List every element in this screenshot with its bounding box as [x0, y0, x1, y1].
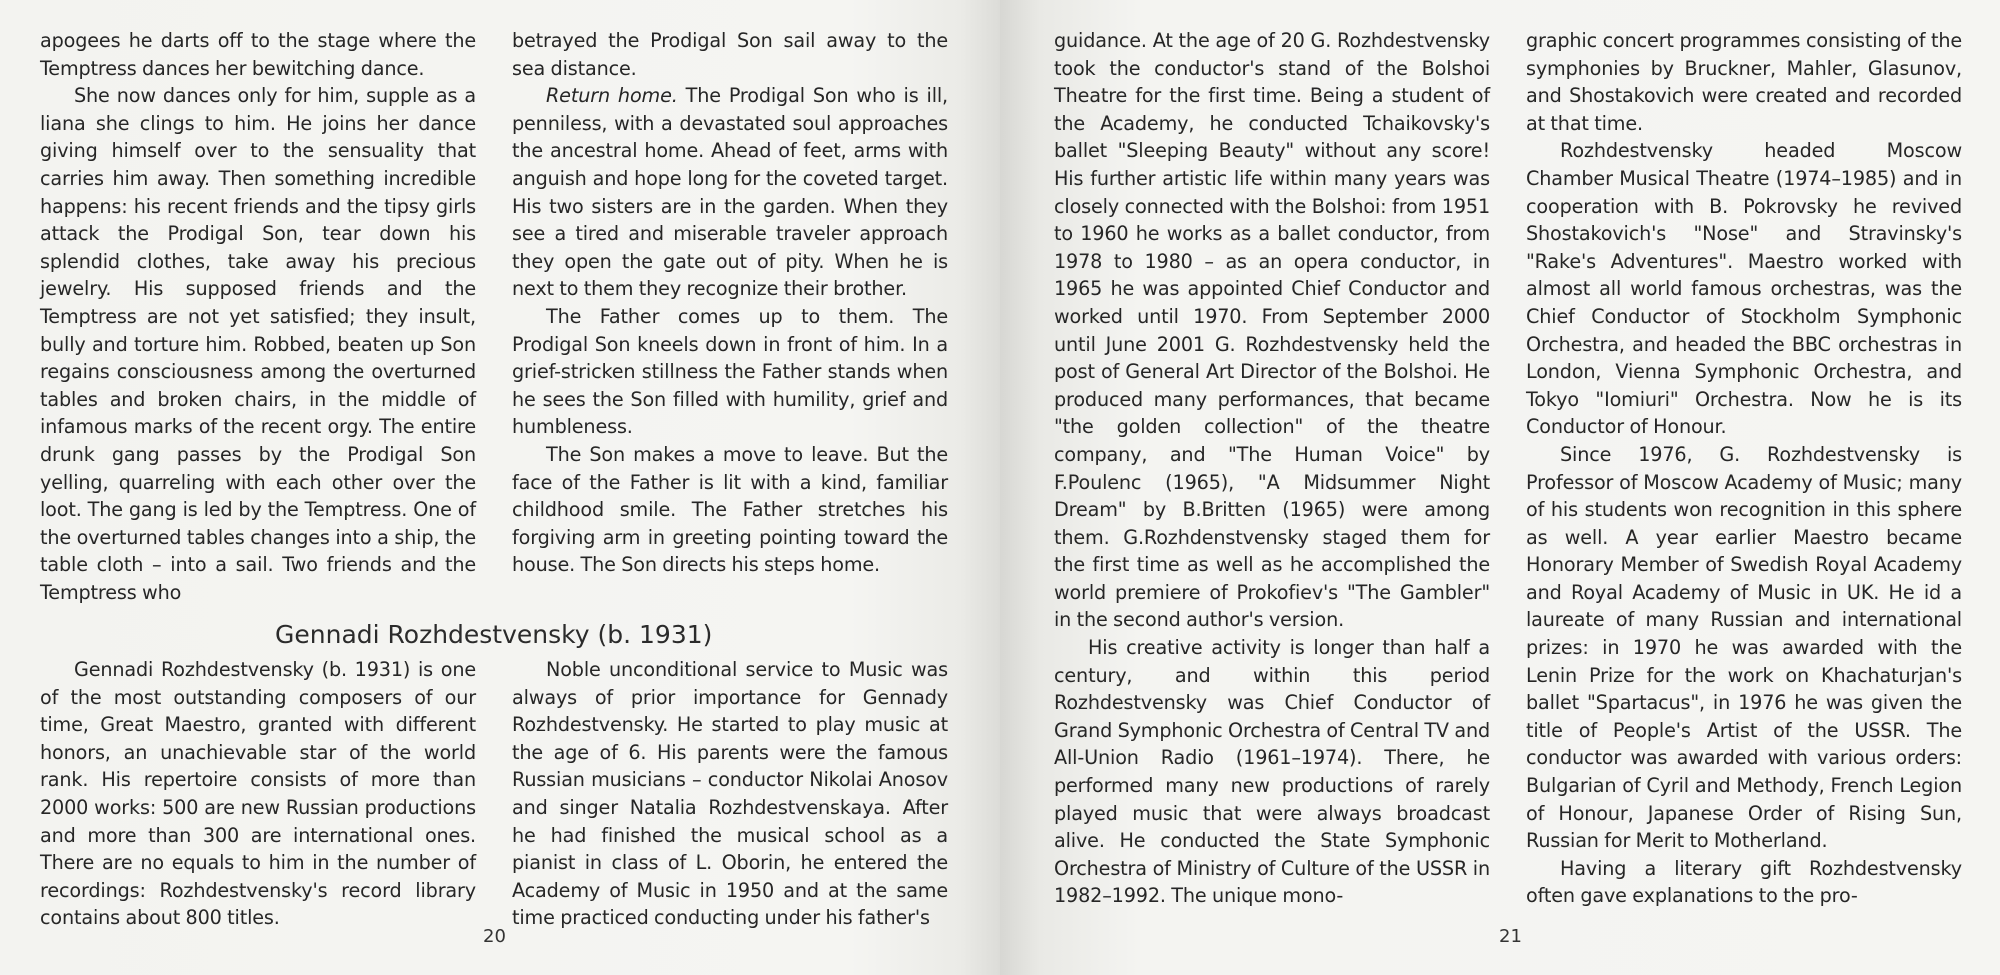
paragraph: Since 1976, G. Rozhdestvensky is Professor of Moscow Academy of Music; many of his students won recognition in this sphere as well. A year earlier Maestro became Honorary Member of Swedish Royal Academy and Royal Academy of Music in UK. He id a laureate of many Russian and international prizes: in 1970 he was awarded with the Lenin Prize for the work on Khachaturjan's ballet "Spartacus", in 1976 he was given the title of People's Artist of the USSR. The conductor was awarded with various orders: Bulgarian of Cyril and Methody, French Legion of Honour, Japanese Order of Rising Sun, Russian for Merit to Motherland.: [1526, 442, 1962, 853]
paragraph-text: The Prodigal Son who is ill, penniless, with a devastated soul approaches the ancestral home. Ahead of feet, arms with anguish and hope long for the coveted target. His two sisters are in the garden. When they see a tired and miserable traveler approach they open the gate out of pity. When he is next to them they recognize their brother.: [512, 84, 949, 301]
paragraph: Rozhdestvensky headed Moscow Chamber Musical Theatre (1974–1985) and in cooperation with B. Pokrovsky he revived Shostakovich's "Nose" and Stravinsky's "Rake's Adventures". Maestro worked with almost all world famous orchestras, was the Chief Conductor of Stockholm Symphonic Orchestra, and headed the BBC orchestras in London, Vienna Symphonic Orchestra, and Tokyo "Iomiuri" Orchestra. Now he is its Conductor of Honour.: [1526, 139, 1962, 439]
paragraph: betrayed the Prodigal Son sail away to the sea distance.: [512, 29, 948, 80]
right-page-column-2: [1526, 27, 1962, 910]
left-page-column-2-top: [512, 27, 948, 579]
paragraph: Noble unconditional service to Music was always of prior importance for Gennady Rozhdestvensky. He started to play music at the age of 6. His parents were the famous Russian musicians – conductor Nikolai Anosov and singer Natalia Rozhdestvenskaya. After he had finished the musical school as a pianist in class of L. Oborin, he entered the Academy of Music in 1950 and at the same time practiced conducting under his father's: [512, 658, 948, 930]
paragraph: Having a literary gift Rozhdestvensky often gave explanations to the pro-: [1526, 856, 1962, 908]
left-page-column-1-bottom: [40, 656, 476, 932]
paragraph: She now dances only for him, supple as a liana she clings to him. He joins her dance giving himself over to the sensuality that carries him away. Then something incredible happens: his recent friends and the tipsy girls attack the Prodigal Son, tear down his splendid clothes, take away his precious jewelry. His supposed friends and the Temptress are not yet satisfied; they insult, bully and torture him. Robbed, beaten up Son regains consciousness among the overturned tables and broken chairs, in the middle of infamous marks of the recent orgy. The entire drunk gang passes by the Prodigal Son yelling, quarreling with each other over the loot. The gang is led by the Temptress. One of the overturned tables changes into a ship, the table cloth – into a sail. Two friends and the Temptress who: [40, 84, 476, 604]
paragraph-return-home: [512, 82, 948, 303]
return-home-label: Return home.: [546, 84, 678, 108]
page-number: 21: [1499, 926, 1522, 947]
left-page-column-2-bottom: [512, 656, 948, 932]
paragraph: The Son makes a move to leave. But the face of the Father is lit with a kind, familiar childhood smile. The Father stretches his forgiving arm in greeting pointing toward the house. The Son directs his steps home.: [512, 442, 948, 577]
section-heading: Gennadi Rozhdestvensky (b. 1931): [275, 620, 713, 649]
left-page-column-1-top: [40, 27, 476, 606]
paragraph: graphic concert programmes consisting of the symphonies by Bruckner, Mahler, Glasunov, and Shostakovich were created and recorded at that time.: [1526, 29, 1962, 135]
paragraph: His creative activity is longer than half a century, and within this period Rozhdestvensky was Chief Conductor of Grand Symphonic Orchestra of Central TV and All-Union Radio (1961–1974). There, he performed many new productions of rarely played music that were always broadcast alive. He conducted the State Symphonic Orchestra of Ministry of Culture of the USSR in 1982–1992. The unique mono-: [1054, 636, 1490, 908]
paragraph: apogees he darts off to the stage where the Temptress dances her bewitching dance.: [40, 29, 476, 80]
right-page-column-1: [1054, 27, 1490, 910]
paragraph: The Father comes up to them. The Prodigal Son kneels down in front of him. In a grief-stricken stillness the Father stands when he sees the Son filled with humility, grief and humbleness.: [512, 304, 948, 439]
page-number: 20: [483, 926, 506, 947]
right-page: [1000, 0, 2000, 975]
paragraph: guidance. At the age of 20 G. Rozhdestvensky took the conductor's stand of the Bolshoi Theatre for the first time. Being a student of the Academy, he conducted Tchaikovsky's ballet "Sleeping Beauty" without any score! His further artistic life within many years was closely connected with the Bolshoi: from 1951 to 1960 he works as a ballet conductor, from 1978 to 1980 – as an opera conductor, in 1965 he was appointed Chief Conductor and worked until 1970. From September 2000 until June 2001 G. Rozhdestvensky held the post of General Art Director of the Bolshoi. He produced many performances, that became "the golden collection" of the theatre company, and "The Human Voice" by F.Poulenc (1965), "A Midsummer Night Dream" by B.Britten (1965) were among them. G.Rozhdenstvensky staged them for the first time as well as he accomplished the world premiere of Prokofiev's "The Gambler" in the second author's version.: [1054, 29, 1490, 632]
paragraph: Gennadi Rozhdestvensky (b. 1931) is one of the most outstanding composers of our time, Great Maestro, granted with different honors, an unachievable star of the world rank. His repertoire consists of more than 2000 works: 500 are new Russian productions and more than 300 are international ones. There are no equals to him in the number of recordings: Rozhdestvensky's record library contains about 800 titles.: [40, 658, 476, 930]
